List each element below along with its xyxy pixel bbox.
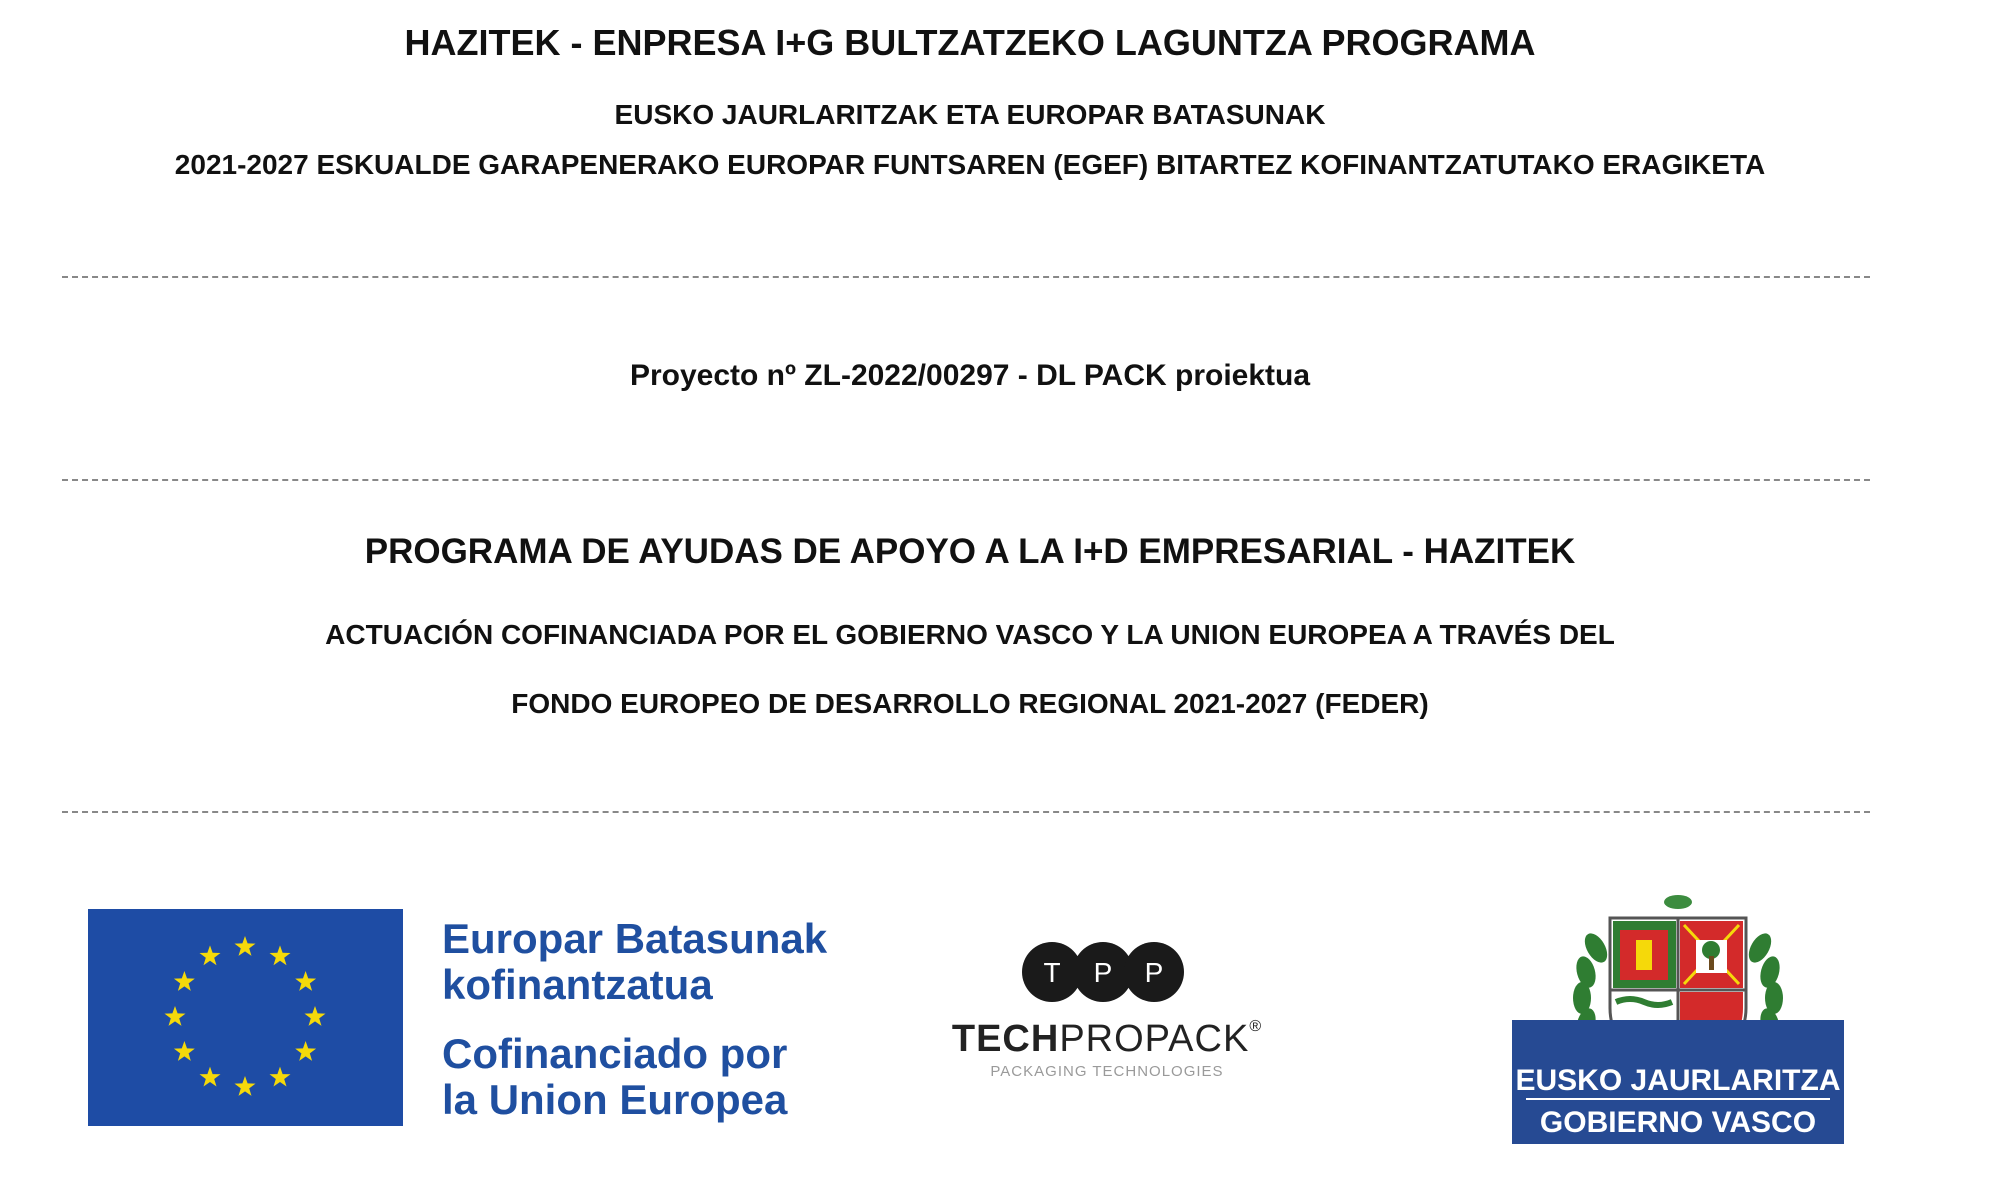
divider xyxy=(62,811,1870,813)
document-title: HAZITEK - ENPRESA I+G BULTZATZEKO LAGUNTZA PROGRAMA xyxy=(404,22,1536,63)
eu-cofinanced-basque-line2: kofinantzatua xyxy=(442,961,713,1008)
eu-flag-logo xyxy=(88,909,403,1126)
program-line1: ACTUACIÓN COFINANCIADA POR EL GOBIERNO VASCO Y LA UNION EUROPEA A TRAVÉS DEL xyxy=(325,619,1615,650)
document-subtitle-line2: 2021-2027 ESKUALDE GARAPENERAKO EUROPAR FUNTSAREN (EGEF) BITARTEZ KOFINANTZATUTAKO ERAGIKETA xyxy=(174,149,1766,180)
tpp-badge xyxy=(1022,942,1184,1002)
gobierno-vasco-spanish-label: GOBIERNO VASCO xyxy=(1539,1106,1817,1139)
gobierno-vasco-basque-label: EUSKO JAURLARITZA xyxy=(1515,1064,1841,1097)
program-title: PROGRAMA DE AYUDAS DE APOYO A LA I+D EMPRESARIAL - HAZITEK xyxy=(364,532,1576,571)
program-line2: FONDO EUROPEO DE DESARROLLO REGIONAL 2021-2027 (FEDER) xyxy=(511,688,1429,719)
document-subtitle-line1: EUSKO JAURLARITZAK ETA EUROPAR BATASUNAK xyxy=(614,99,1326,130)
eu-cofinanced-spanish-line1: Cofinanciado por xyxy=(442,1030,788,1077)
svg-text:P: P xyxy=(1093,957,1113,988)
divider xyxy=(62,479,1870,481)
svg-text:T: T xyxy=(1043,957,1061,988)
svg-text:P: P xyxy=(1144,957,1164,988)
techpropack-wordmark: TECHPROPACK® xyxy=(951,1018,1263,1060)
project-label: Proyecto nº ZL-2022/00297 - DL PACK proiektua xyxy=(629,359,1311,392)
eu-cofinanced-basque-line1: Europar Batasunak xyxy=(442,915,828,962)
divider xyxy=(62,276,1870,278)
eu-cofinanced-spanish-line2: la Union Europea xyxy=(442,1076,788,1123)
techpropack-tagline: PACKAGING TECHNOLOGIES xyxy=(990,1063,1224,1080)
